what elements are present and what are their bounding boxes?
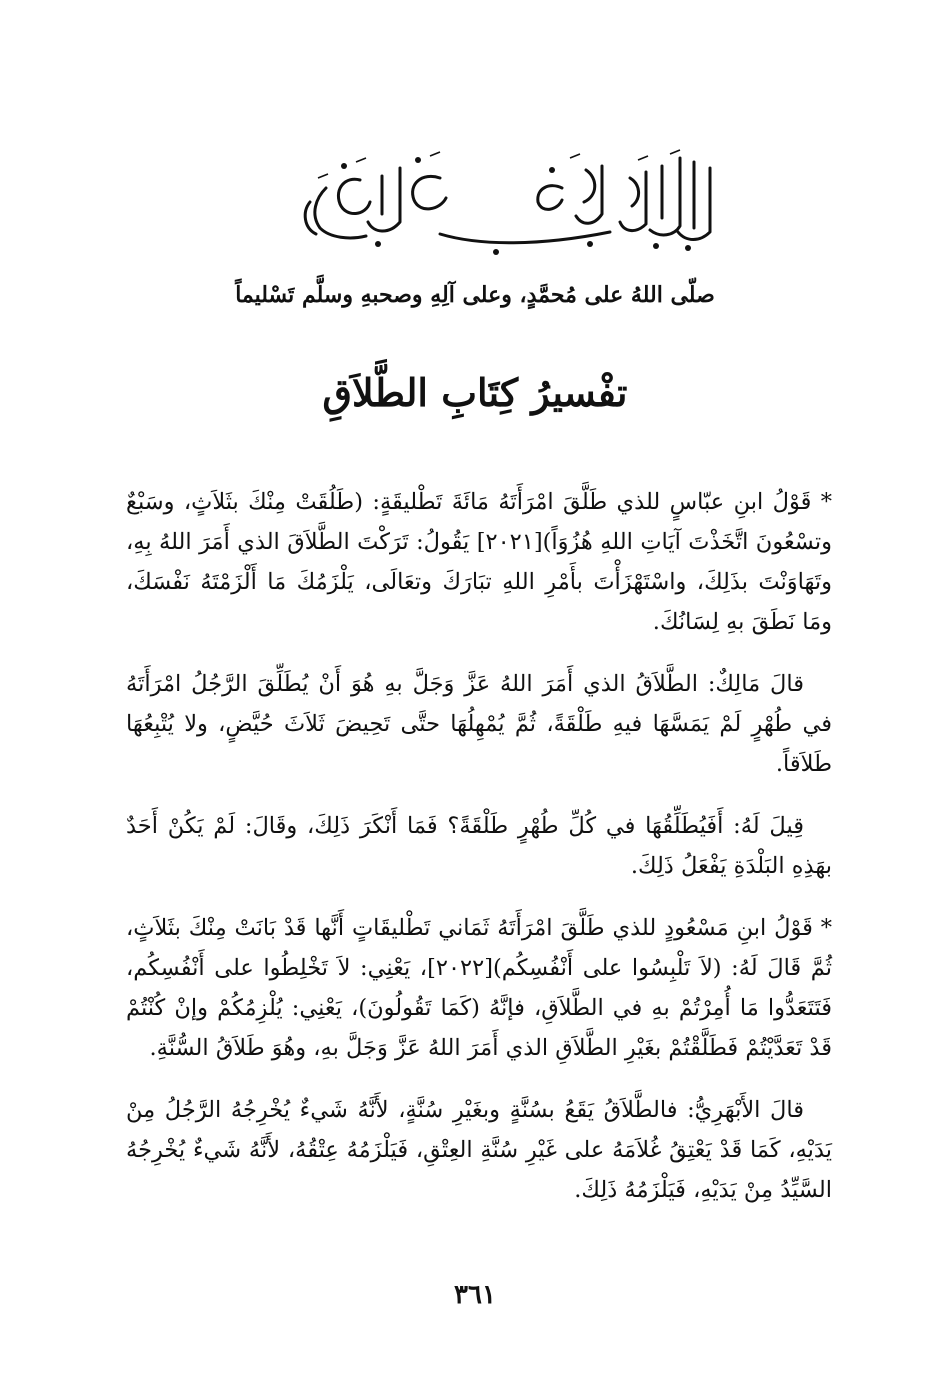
- body-text: [126, 482, 832, 1232]
- paragraph-abhari: قالَ الأَبْهَرِيُّ: فالطَّلاَقُ يَقَعُ بسُنَّةٍ وبغَيْرِ سُنَّةٍ، لأَنَّهُ شَيءٌ يُخْرِجُهُ الرَّجُلُ مِنْ يَدَيْهِ، كَمَا قَدْ يَعْتِقُ غُلاَمَهُ على غَيْرِ سُنَّةِ العِتْقِ، فَيَلْزَمُهُ عِتْقُهُ، لأَنَّهُ شَيءٌ يُخْرِجُهُ السَّيِّدُ مِنْ يَدَيْهِ، فَيَلْزَمُهُ ذَلِكَ.: [126, 1097, 832, 1203]
- paragraph-malik: قالَ مَالِكٌ: الطَّلاَقُ الذي أَمَرَ اللهُ عَزَّ وَجَلَّ بهِ هُوَ أَنْ يُطَلِّقَ الرَّجُلُ امْرَأَتَهُ في طُهْرٍ لَمْ يَمَسَّهَا فيهِ طَلْقَةً، ثُمَّ يُمْهِلُهَا حتَّى تَحِيضَ ثَلاَثَ حُيَّضٍ، ولا يُتْبِعُهَا طَلاَقاً.: [126, 671, 832, 777]
- paragraph-ibn-masud: * قَوْلُ ابنِ مَسْعُودٍ للذي طَلَّقَ امْرَأَتَهُ ثَمَاني تَطْليقَاتٍ أَنَّها قَدْ بَانَتْ مِنْكَ بثَلاَثٍ، ثُمَّ قَالَ لَهُ: (لاَ تَلْبِسُوا على أَنْفُسِكُم)[٢٠٢٢]، يَعْنِي: لاَ تَخْلِطُوا على أَنْفُسِكُم، فَتَتَعَدُّوا مَا أُمِرْتُمْ بهِ في الطَّلاَقِ، فإنَّهُ (كَمَا تَقُولُونَ)، يَعْنِي: يُلْزِمُكُمْ وإنْ كُنْتُمْ قَدْ تَعَدَّيْتُمْ فَطَلَّقْتُمْ بغَيْرِ الطَّلاَقِ الذي أَمَرَ اللهُ عَزَّ وَجَلَّ بهِ، وهُوَ طَلاَقُ السُّنَّةِ.: [126, 915, 833, 1061]
- page-number: ٣٦١: [454, 1280, 496, 1310]
- basmala-calligraphy: [290, 148, 730, 258]
- salutation-line: صلّى اللهُ على مُحمَّدٍ، وعلى آلِهِ وصحبهِ وسلَّم تَسْليماً: [235, 282, 715, 308]
- paragraph-ibn-abbas: * قَوْلُ ابنِ عبّاسٍ للذي طَلَّقَ امْرَأَتَهُ مَائَةَ تَطْليقَةٍ: (طَلُقَتْ مِنْكَ بثَلاَثٍ، وسَبْعٌ وتسْعُونَ اتَّخَذْتَ آيَاتِ اللهِ هُزُوَاً)[٢٠٢١] يَقُولُ: تَرَكْتَ الطَّلاَقَ الذي أَمَرَ اللهُ بِهِ، وتَهَاوَنْتَ بذَلِكَ، واسْتَهْزَأْتَ بأَمْرِ اللهِ تبَارَكَ وتعَالَى، يَلْزَمُكَ مَا أَلْزَمْتَهُ نَفْسَكَ، ومَا نَطَقَ بهِ لِسَانُكَ.: [126, 489, 832, 635]
- paragraph-question: قِيلَ لَهُ: أَفَيُطَلِّقُهَا في كُلِّ طُهْرٍ طَلْقَةً؟ فَمَا أَنْكَرَ ذَلِكَ، وقَالَ: لَمْ يَكُنْ أَحَدٌ بهَذِهِ البَلْدَةِ يَفْعَلُ ذَلِكَ.: [126, 813, 832, 879]
- chapter-title: تفْسيرُ كِتَابِ الطَّلاَقِ: [322, 370, 628, 415]
